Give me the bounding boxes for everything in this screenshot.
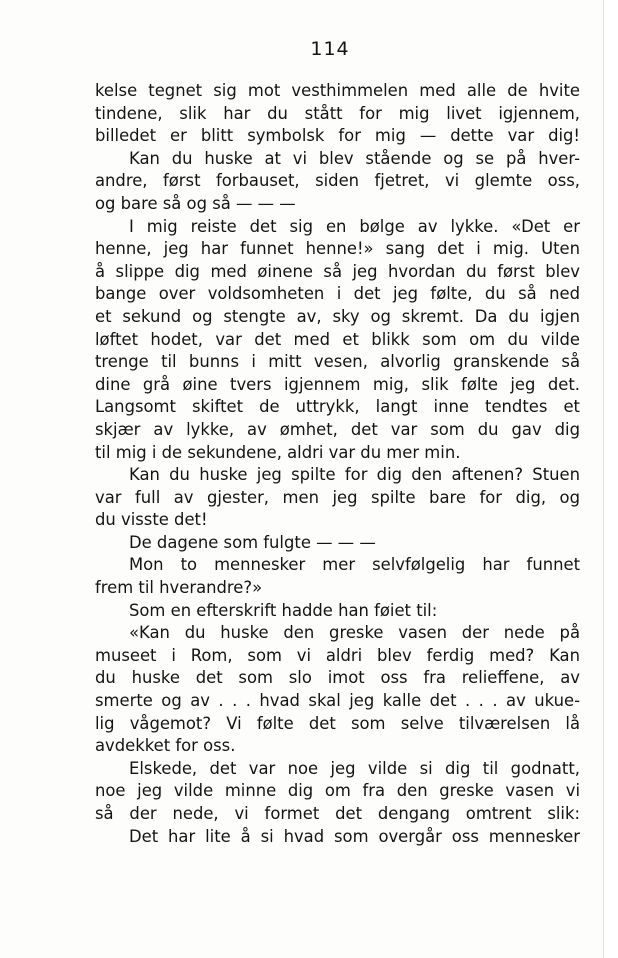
body-text bbox=[95, 80, 580, 848]
text-line: billedet er blitt symbolsk for mig — dette var dig! bbox=[95, 126, 580, 146]
text-line: «Kan du huske den greske vasen der nede på bbox=[129, 623, 580, 643]
text-line: du visste det! bbox=[95, 510, 208, 530]
text-line: Langsomt skiftet de uttrykk, langt inne tendtes et bbox=[95, 397, 580, 417]
text-line: et sekund og stengte av, sky og skremt. Da du igjen bbox=[95, 306, 580, 326]
text-line: tindene, slik har du stått for mig livet igjennem, bbox=[95, 103, 580, 123]
text-line: løftet hodet, var det med et blikk som om du vilde bbox=[95, 329, 580, 349]
text-line: til mig i de sekundene, aldri var du mer min. bbox=[95, 442, 461, 462]
page-number: 114 bbox=[310, 38, 350, 60]
text-line: De dagene som fulgte — — — bbox=[129, 532, 376, 552]
text-line: Elskede, det var noe jeg vilde si dig til godnatt, bbox=[129, 758, 580, 778]
text-line: trenge til bunns i mitt vesen, alvorlig granskende så bbox=[95, 352, 580, 372]
text-line: du huske det som slo imot oss fra relieffene, av bbox=[95, 668, 580, 688]
text-line: å slippe dig med øinene så jeg hvordan du først blev bbox=[95, 261, 580, 281]
text-line: Kan du huske jeg spilte for dig den aftenen? Stuen bbox=[129, 465, 580, 485]
text-line: Mon to mennesker mer selvfølgelig har funnet bbox=[129, 555, 580, 575]
text-line: og bare så og så — — — bbox=[95, 193, 296, 213]
text-line: I mig reiste det sig en bølge av lykke. «Det er bbox=[129, 216, 580, 236]
text-line: så der nede, vi formet det dengang omtrent slik: bbox=[95, 804, 580, 823]
text-line: smerte og av . . . hvad skal jeg kalle det . . . av ukue- bbox=[95, 691, 580, 711]
text-line: Det har lite å si hvad som overgår oss mennesker bbox=[129, 826, 580, 846]
scan-edge bbox=[603, 0, 618, 958]
text-line: andre, først forbauset, siden fjetret, vi glemte oss, bbox=[95, 171, 580, 191]
text-line: bange over voldsomheten i det jeg følte, du så ned bbox=[95, 284, 580, 304]
text-line: Som en efterskrift hadde han føiet til: bbox=[129, 600, 438, 620]
text-line: skjær av lykke, av ømhet, det var som du gav dig bbox=[95, 419, 580, 439]
text-line: henne, jeg har funnet henne!» sang det i mig. Uten bbox=[95, 239, 580, 259]
text-line: var full av gjester, men jeg spilte bare for dig, og bbox=[95, 487, 580, 507]
text-line: avdekket for oss. bbox=[95, 736, 236, 756]
text-line: Kan du huske at vi blev stående og se på hver- bbox=[129, 148, 580, 168]
text-line: museet i Rom, som vi aldri blev ferdig med? Kan bbox=[95, 645, 580, 665]
text-line: frem til hverandre?» bbox=[95, 578, 263, 598]
text-line: kelse tegnet sig mot vesthimmelen med alle de hvite bbox=[95, 81, 580, 100]
text-line: lig vågemot? Vi følte det som selve tilværelsen lå bbox=[95, 713, 580, 733]
text-line: dine grå øine tvers igjennem mig, slik følte jeg det. bbox=[95, 374, 580, 394]
text-line: noe jeg vilde minne dig om fra den greske vasen vi bbox=[95, 781, 580, 801]
